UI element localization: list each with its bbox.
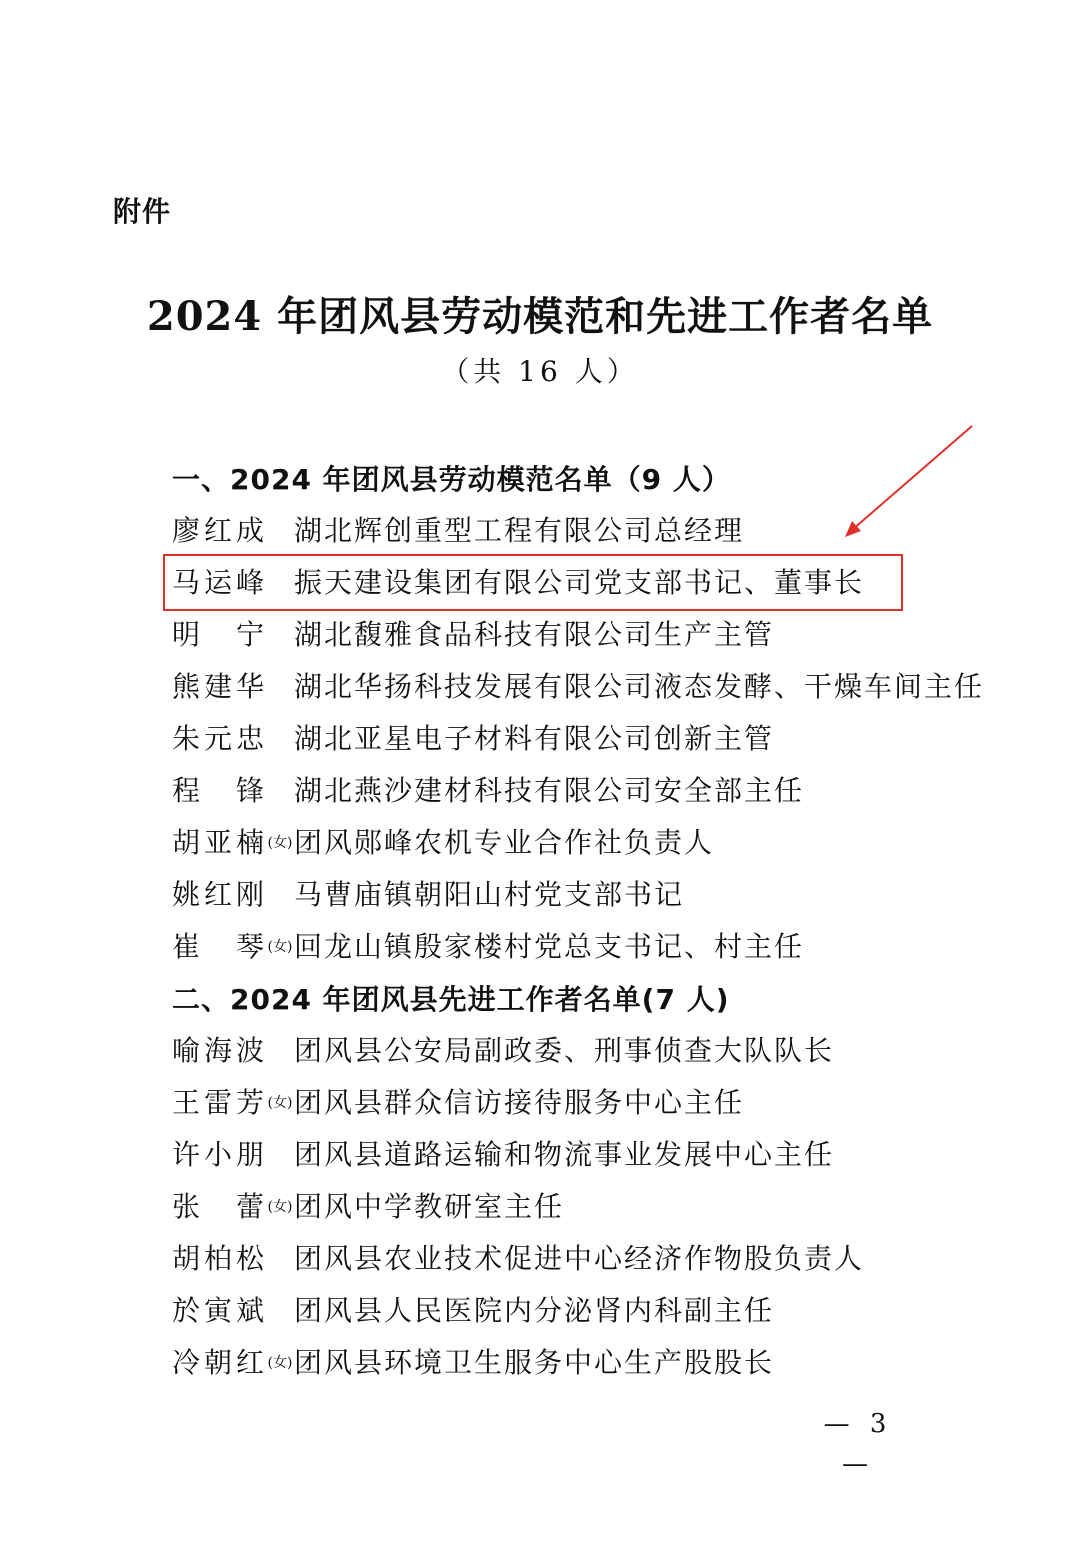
list-item	[172, 1237, 864, 1281]
person-name: 胡柏松	[172, 1242, 266, 1275]
person-name: 喻海波	[172, 1034, 266, 1067]
person-name: 於寅斌	[172, 1294, 266, 1327]
person-title: 团风县人民医院内分泌肾内科副主任	[294, 1294, 775, 1327]
person-title: 湖北亚星电子材料有限公司创新主管	[294, 722, 775, 755]
person-title: 湖北辉创重型工程有限公司总经理	[294, 514, 745, 547]
list-item	[172, 1341, 774, 1385]
list-item	[172, 1185, 564, 1229]
person-title: 湖北馥雅食品科技有限公司生产主管	[294, 618, 775, 651]
person-title: 团风县道路运输和物流事业发展中心主任	[294, 1138, 835, 1171]
list-item	[172, 1081, 744, 1125]
person-name: 姚红刚	[172, 878, 266, 911]
person-name: 马运峰	[172, 566, 266, 599]
person-title: 团风县公安局副政委、刑事侦查大队队长	[294, 1034, 835, 1067]
highlight-box	[163, 554, 903, 611]
person-title: 团风县农业技术促进中心经济作物股负责人	[294, 1242, 865, 1275]
person-name: 崔 琴	[172, 930, 266, 963]
list-item	[172, 873, 684, 917]
section-heading-model-workers: 一、2024 年团风县劳动模范名单（9 人）	[172, 463, 731, 496]
document-title: 2024 年团风县劳动模范和先进工作者名单	[146, 293, 934, 340]
person-name: 程 锋	[172, 774, 266, 807]
list-item	[172, 1029, 834, 1073]
person-name: 冷朝红	[172, 1346, 266, 1379]
total-count: （共 16 人）	[441, 355, 639, 388]
gender-note: ( 女 )	[266, 1081, 294, 1125]
gender-note: ( 女 )	[266, 1185, 294, 1229]
person-name: 张 蕾	[172, 1190, 266, 1223]
person-name: 朱元忠	[172, 722, 266, 755]
gender-note: ( 女 )	[266, 821, 294, 865]
person-name: 廖红成	[172, 514, 266, 547]
person-name: 熊建华	[172, 670, 266, 703]
person-name: 许小朋	[172, 1138, 266, 1171]
list-item	[172, 769, 804, 813]
person-title: 团风县环境卫生服务中心生产股股长	[294, 1346, 775, 1379]
page-number: — 3 —	[823, 1409, 893, 1479]
person-name: 王雷芳	[172, 1086, 266, 1119]
person-title: 湖北华扬科技发展有限公司液态发酵、干燥车间主任	[294, 670, 985, 703]
person-title: 回龙山镇殷家楼村党总支书记、村主任	[294, 930, 805, 963]
gender-note: ( 女 )	[266, 925, 294, 969]
person-title: 团风中学教研室主任	[294, 1190, 565, 1223]
person-name: 明 宁	[172, 618, 266, 651]
list-item	[172, 717, 774, 761]
gender-note: ( 女 )	[266, 1341, 294, 1385]
list-item	[172, 1289, 774, 1333]
person-title: 湖北燕沙建材科技有限公司安全部主任	[294, 774, 805, 807]
person-name: 胡亚楠	[172, 826, 266, 859]
section-heading-advanced-workers: 二、2024 年团风县先进工作者名单(7 人)	[172, 983, 730, 1016]
list-item	[172, 665, 984, 709]
list-item	[172, 509, 744, 553]
person-title: 团风郧峰农机专业合作社负责人	[294, 826, 715, 859]
person-title: 振天建设集团有限公司党支部书记、董事长	[294, 566, 865, 599]
list-item	[172, 613, 774, 657]
person-title: 马曹庙镇朝阳山村党支部书记	[294, 878, 685, 911]
list-item	[172, 1133, 834, 1177]
attachment-label: 附件	[113, 195, 172, 228]
list-item	[172, 925, 804, 969]
person-title: 团风县群众信访接待服务中心主任	[294, 1086, 745, 1119]
list-item	[172, 821, 714, 865]
